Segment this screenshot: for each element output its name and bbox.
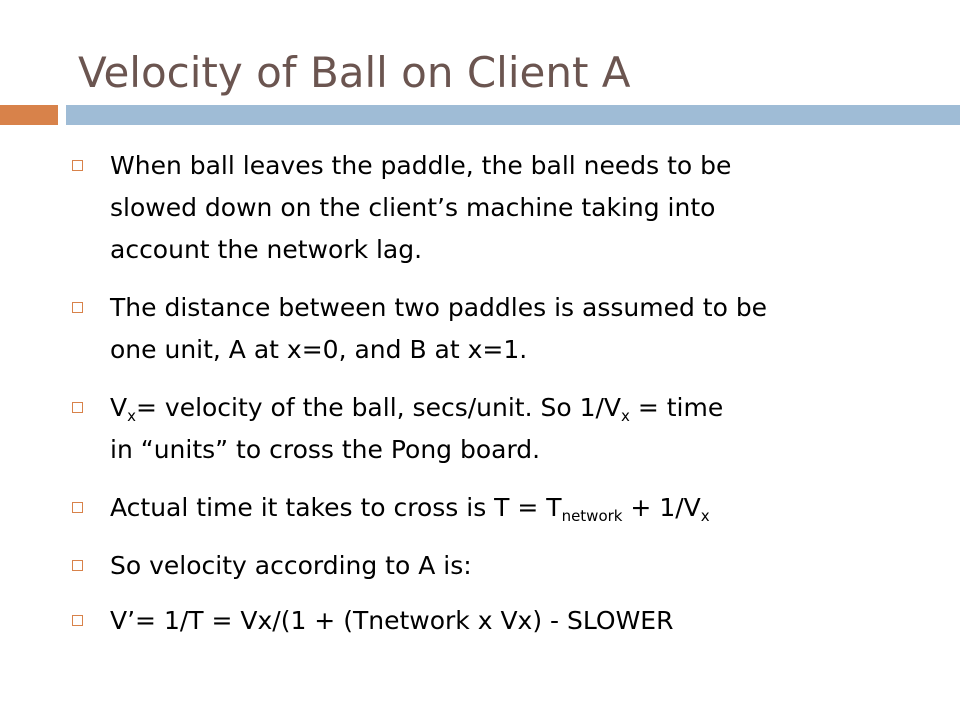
bullet-text-line: V’= 1/T = Vx/(1 + (Tnetwork x Vx) - SLOWER [110,606,674,635]
bullet-list [70,145,890,658]
title-accent-orange-bar [0,105,58,125]
subscript-x: x [700,507,710,525]
bullet-text-segment: + 1/V [622,493,701,522]
bullet-text-line: The distance between two paddles is assumed to be [110,293,768,322]
subscript-x: x [127,407,136,425]
slide-title: Velocity of Ball on Client A [78,48,631,97]
bullet-text-line: So velocity according to A is: [110,551,472,580]
square-bullet-icon [72,402,83,413]
bullet-text-line: slowed down on the client’s machine taking into [110,193,716,222]
velocity-symbol: V [110,393,128,422]
bullet-item [70,545,890,587]
subscript-network: network [561,507,623,525]
bullet-item [70,387,890,471]
title-accent-blue-bar [66,105,960,125]
square-bullet-icon [72,302,83,313]
subscript-x: x [621,407,630,425]
bullet-item [70,145,890,271]
bullet-text-segment: Actual time it takes to cross is T = T [110,493,562,522]
bullet-text-line: one unit, A at x=0, and B at x=1. [110,335,528,364]
square-bullet-icon [72,560,83,571]
bullet-item [70,487,890,529]
bullet-text-line: account the network lag. [110,235,423,264]
bullet-text-line: in “units” to cross the Pong board. [110,435,541,464]
square-bullet-icon [72,502,83,513]
bullet-text-segment: = time [629,393,724,422]
square-bullet-icon [72,160,83,171]
bullet-item [70,287,890,371]
square-bullet-icon [72,615,83,626]
bullet-item [70,600,890,642]
bullet-text-segment: = velocity of the ball, secs/unit. So 1/V [136,393,622,422]
bullet-text-line: When ball leaves the paddle, the ball needs to be [110,151,732,180]
